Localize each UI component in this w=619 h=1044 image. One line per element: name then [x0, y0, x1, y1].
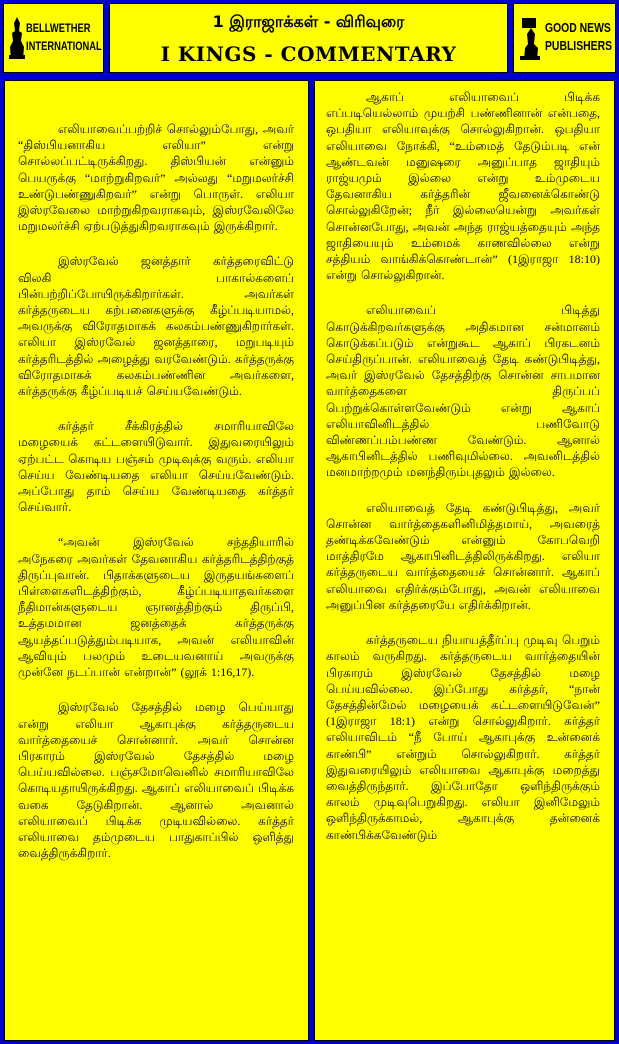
paragraph: ஆகாப் எலியாவைப் பிடிக்க எப்படியெல்லாம் முயற்சி பண்ணினான் என்பதை, ஒபதியா எலியாவுக்கு சொல்லுகிறான். ஒபதியா எலியாவை நோக்கி, “உம்மைத் தேடும்படி என் ஆண்டவன் மனுஷரை அனுப்பாத ஜாதியும் ராஜ்யமும் இல்லை என்று உம்முடைய தேவனாகிய கர்த்தரின் ஜீவனைக்கொண்டு சொல்லுகிறேன்; நீர் இல்லையென்று அவர்கள் சொன்னபோது, அவன் அந்த ராஜ்யத்தையும் அந்த ஜாதியையும் உம்மைக் காணவில்லை என்று சத்தியம் வாங்கிக்கொண்டான்” (1இராஜா 18:10) என்று சொல்லுகிறான்.: [326, 90, 600, 283]
right-column: [314, 80, 615, 1041]
paragraph: இஸ்ரவேல் ஜனத்தார் கர்த்தரைவிட்டு விலகி பாகால்களைப் பின்பற்றிப்போயிருக்கிறார்கள். அவர்கள் கர்த்தருடைய கற்பனைகளுக்கு கீழ்ப்படியாமல், அவருக்கு விரோதமாகக் கலகம்பண்ணுகிறார்கள். எலியா இஸ்ரவேல் ஜனத்தாரை, மறுபடியும் கர்த்தரிடத்தில் அழைத்து வரவேண்டும். கர்த்தருக்கு விரோதமாகக் கலகம்பண்ணின அவர்களை, கர்த்தருக்கு கீழ்ப்படியச் செய்யவேண்டும்.: [18, 254, 294, 399]
title-banner: [109, 3, 508, 73]
paragraph: எலியாவைப்பற்றிச் சொல்லும்போது, அவர் “திஸ்பியனாகிய எலியா” என்று சொல்லப்பட்டிருக்கிறது. திஸ்பியன் என்னும் பெயருக்கு “மாற்றுகிறவர்” அல்லது “மறுமலர்ச்சி உண்டுபண்ணுகிறவர்” என்று பொருள். எலியா இஸ்ரவேலை மாற்றுகிறவராகவும், இஸ்ரவேலிலே மறுமலர்ச்சி ஏற்படுத்துகிறவராகவும் இருக்கிறார்.: [18, 122, 294, 234]
good-news-logo: [513, 3, 616, 73]
bellwether-figure-icon: [9, 17, 25, 59]
logo-line: PUBLISHERS: [545, 38, 613, 53]
book-figure-icon: [520, 16, 542, 60]
paragraph: “அவன் இஸ்ரவேல் சந்ததியாரில் அநேகரை அவர்கள் தேவனாகிய கர்த்தரிடத்திற்குத் திருப்புவான். பிதாக்களுடைய இருதயங்களைப் பிள்ளைகளிடத்திற்கும், கீழ்ப்படியாதவர்களை நீதிமான்களுடைய ஞானத்திற்கும் திருப்பி, உத்தமமான ஜனத்தைக் கர்த்தருக்கு ஆயத்தப்படுத்தும்படியாக, அவன் எலியாவின் ஆவியும் பலமும் உடையவனாய் அவருக்கு முன்னே நடப்பான் என்றான்” (லூக் 1:16,17).: [18, 535, 294, 680]
good-news-logo-text: [545, 19, 612, 55]
page-header: [0, 0, 619, 78]
left-column: [4, 80, 309, 1041]
paragraph: எலியாவைத் தேடி கண்டுபிடித்து, அவர் சொன்ன வார்த்தைகளினிமித்தமாய், அவரைத் தண்டிக்கவேண்டும் என்னும் கோபவெறி மாத்திரமே ஆகாபினிடத்திலிருக்கிறது. எலியா கர்த்தருடைய வார்த்தையைச் சொன்னார். ஆகாப் எலியாவை எதிர்க்கும்போது, அவன் எலியாவை அனுப்பின கர்த்தரையே எதிர்க்கிறான்.: [326, 500, 600, 612]
paragraph: கர்த்தருடைய நியாயத்தீர்ப்பு முடிவு பெறும் காலம் வருகிறது. கர்த்தருடைய வார்த்தையின் பிரகாரம் இஸ்ரவேல் தேசத்தில் மழை பெய்யவில்லை. இப்போது கர்த்தர், “நான் தேசத்தின்மேல் மழையைக் கட்டளையிடுவேன்” (1இராஜா 18:1) என்று சொல்லுகிறார். கர்த்தர் எலியாவிடம் “நீ போய் ஆகாபுக்கு உன்னைக் காண்பி” என்றும் சொல்லுகிறார். கர்த்தர் இதுவரையிலும் எலியாவை ஆகாபுக்கு மறைத்து வைத்திருந்தார். இப்போதோ ஒளிந்திருக்கும் காலம் முடிவுபெறுகிறது. எலியா இனிமேலும் ஒளிந்திருக்காமல், ஆகாபுக்கு தன்னைக் காண்பிக்கவேண்டும்: [326, 633, 600, 842]
bellwether-logo-text: [26, 19, 102, 55]
logo-line: INTERNATIONAL: [26, 39, 102, 53]
paragraph: எலியாவைப் பிடித்து கொடுக்கிறவர்களுக்கு அதிகமான சன்மானம் கொடுக்கப்படும் என்றுகூட ஆகாப் பிரகடனம் செய்திருப்பான். எலியாவைத் தேடி கண்டுபிடித்து, அவர் இஸ்ரவேல் தேசத்திற்கு சொன்ன சாபமான வார்த்தைகளை திருப்பப் பெற்றுக்கொள்ளவேண்டும் என்று ஆகாப் எலியாவினிடத்தில் பணிவோடு விண்ணப்பம்பண்ண வேண்டும். ஆனால் ஆகாபினிடத்தில் பணிவுமில்லை. அவனிடத்தில் மனமாற்றமும் மனந்திரும்புதலும் இல்லை.: [326, 303, 600, 480]
paragraph: கர்த்தர் சீக்கிரத்தில் சமாரியாவிலே மழையைக் கட்டளையிடுவார். இதுவரையிலும் ஏற்பட்ட கொடிய பஞ்சம் முடிவுக்கு வரும். எலியா செய்ய வேண்டியதை எலியா செய்யவேண்டும். அப்போது தாம் செய்ய வேண்டியதை கர்த்தர் செய்வார்.: [18, 419, 294, 515]
page-title-tamil: 1 இராஜாக்கள் - விரிவுரை: [212, 12, 405, 31]
bellwether-logo: [3, 3, 104, 73]
logo-line: GOOD NEWS: [545, 20, 611, 35]
logo-line: BELLWETHER: [26, 21, 91, 35]
paragraph: இஸ்ரவேல் தேசத்தில் மழை பெய்யாது என்று எலியா ஆகாபுக்கு கர்த்தருடைய வார்த்தையைச் சொன்னார். அவர் சொன்ன பிரகாரம் இஸ்ரவேல் தேசத்தில் மழை பெய்யவில்லை. பஞ்சமோவெனில் சமாரியாவிலே கொடியதாயிருக்கிறது. ஆகாப் எலியாவைப் பிடிக்க வகை தேடுகிறான். ஆனால் அவனால் எலியாவைப் பிடிக்க முடியவில்லை. கர்த்தர் எலியாவை தம்முடைய பாதுகாப்பில் ஒளித்து வைத்திருக்கிறார்.: [18, 700, 294, 861]
page-title-english: I KINGS - COMMENTARY: [160, 42, 457, 66]
